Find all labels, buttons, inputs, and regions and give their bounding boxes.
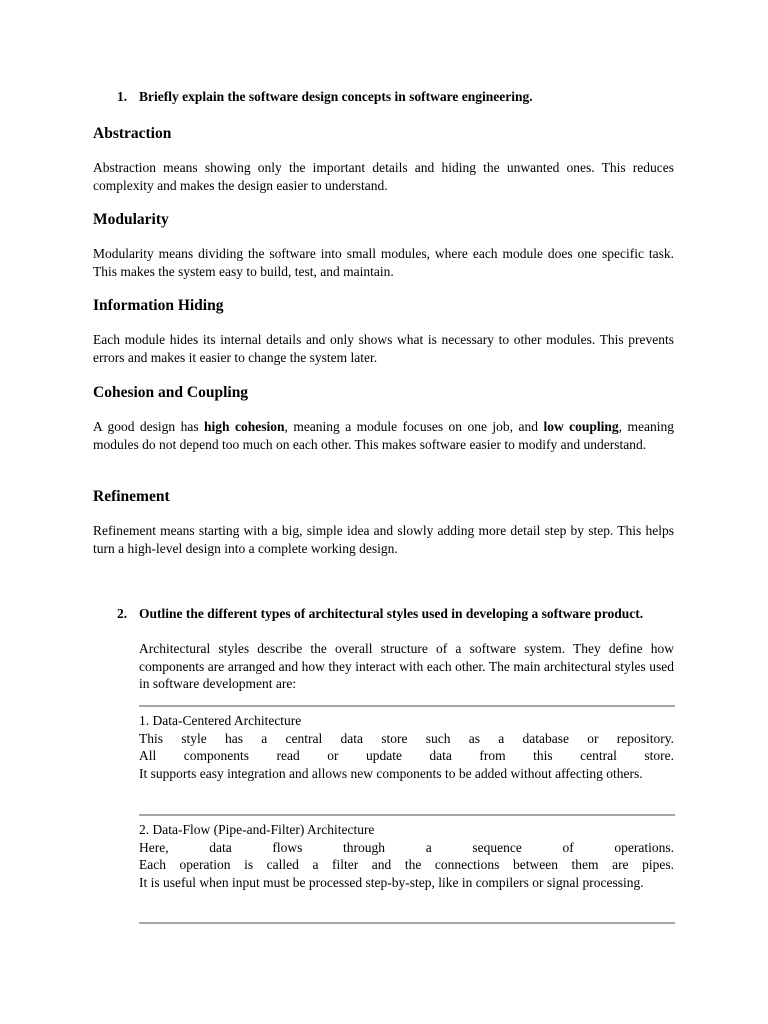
architecture-style-line: Here, data flows through a sequence of operations.	[139, 839, 674, 855]
cohesion-text-part1: A good design has	[93, 419, 205, 434]
divider	[139, 922, 675, 924]
section-heading-modularity: Modularity	[93, 211, 169, 228]
architecture-style-line: Each operation is called a filter and the connections between them are pipes.	[139, 857, 674, 872]
question-1-number: 1.	[117, 89, 128, 104]
architecture-style-name: 2. Data-Flow (Pipe-and-Filter) Architecture	[139, 822, 375, 837]
section-text-refinement: Refinement means starting with a big, simple idea and slowly adding more detail step by step. This helps turn a high-level design into a complete working design.	[93, 523, 674, 556]
divider	[139, 705, 675, 707]
architecture-style-line: It is useful when input must be processed step-by-step, like in compilers or signal processing.	[139, 874, 644, 890]
cohesion-text-part2: , meaning a module focuses on one job, and	[284, 419, 544, 434]
section-text-information-hiding: Each module hides its internal details and only shows what is necessary to other modules. This prevents errors and makes it easier to change the system later.	[93, 332, 674, 365]
cohesion-bold-high-cohesion: high cohesion	[204, 419, 285, 434]
section-heading-information-hiding: Information Hiding	[93, 297, 224, 314]
section-text-modularity: Modularity means dividing the software into small modules, where each module does one specific task. This makes the system easy to build, test, and maintain.	[93, 246, 674, 279]
architecture-style-name: 1. Data-Centered Architecture	[139, 713, 302, 728]
architecture-style-line: It supports easy integration and allows new components to be added without affecting others.	[139, 765, 643, 781]
cohesion-bold-low-coupling: low coupling	[543, 419, 619, 434]
question-2-number: 2.	[117, 606, 128, 621]
section-text-cohesion-coupling	[93, 418, 674, 453]
architecture-style-data-flow	[139, 821, 674, 891]
architecture-style-data-centered	[139, 712, 674, 782]
section-heading-cohesion-coupling: Cohesion and Coupling	[93, 384, 249, 401]
question-1	[117, 88, 677, 106]
question-2-title: Outline the different types of architectural styles used in developing a software product.	[139, 606, 644, 621]
question-2-intro: Architectural styles describe the overall structure of a software system. They define how components are arranged and how they interact with each other. The main architectural styles used in software development are:	[139, 641, 674, 691]
cohesion-text-part3: , meaning modules do not depend too much on each other. This makes software easier to modify and understand.	[93, 419, 674, 452]
question-1-title: Briefly explain the software design concepts in software engineering.	[139, 89, 533, 104]
section-heading-refinement: Refinement	[93, 488, 170, 505]
section-text-abstraction: Abstraction means showing only the important details and hiding the unwanted ones. This reduces complexity and makes the design easier to understand.	[93, 160, 674, 193]
architecture-style-line: This style has a central data store such as a database or repository.	[139, 730, 674, 746]
section-heading-abstraction: Abstraction	[93, 125, 172, 142]
divider	[139, 814, 675, 816]
architecture-style-line: All components read or update data from this central store.	[139, 748, 674, 763]
